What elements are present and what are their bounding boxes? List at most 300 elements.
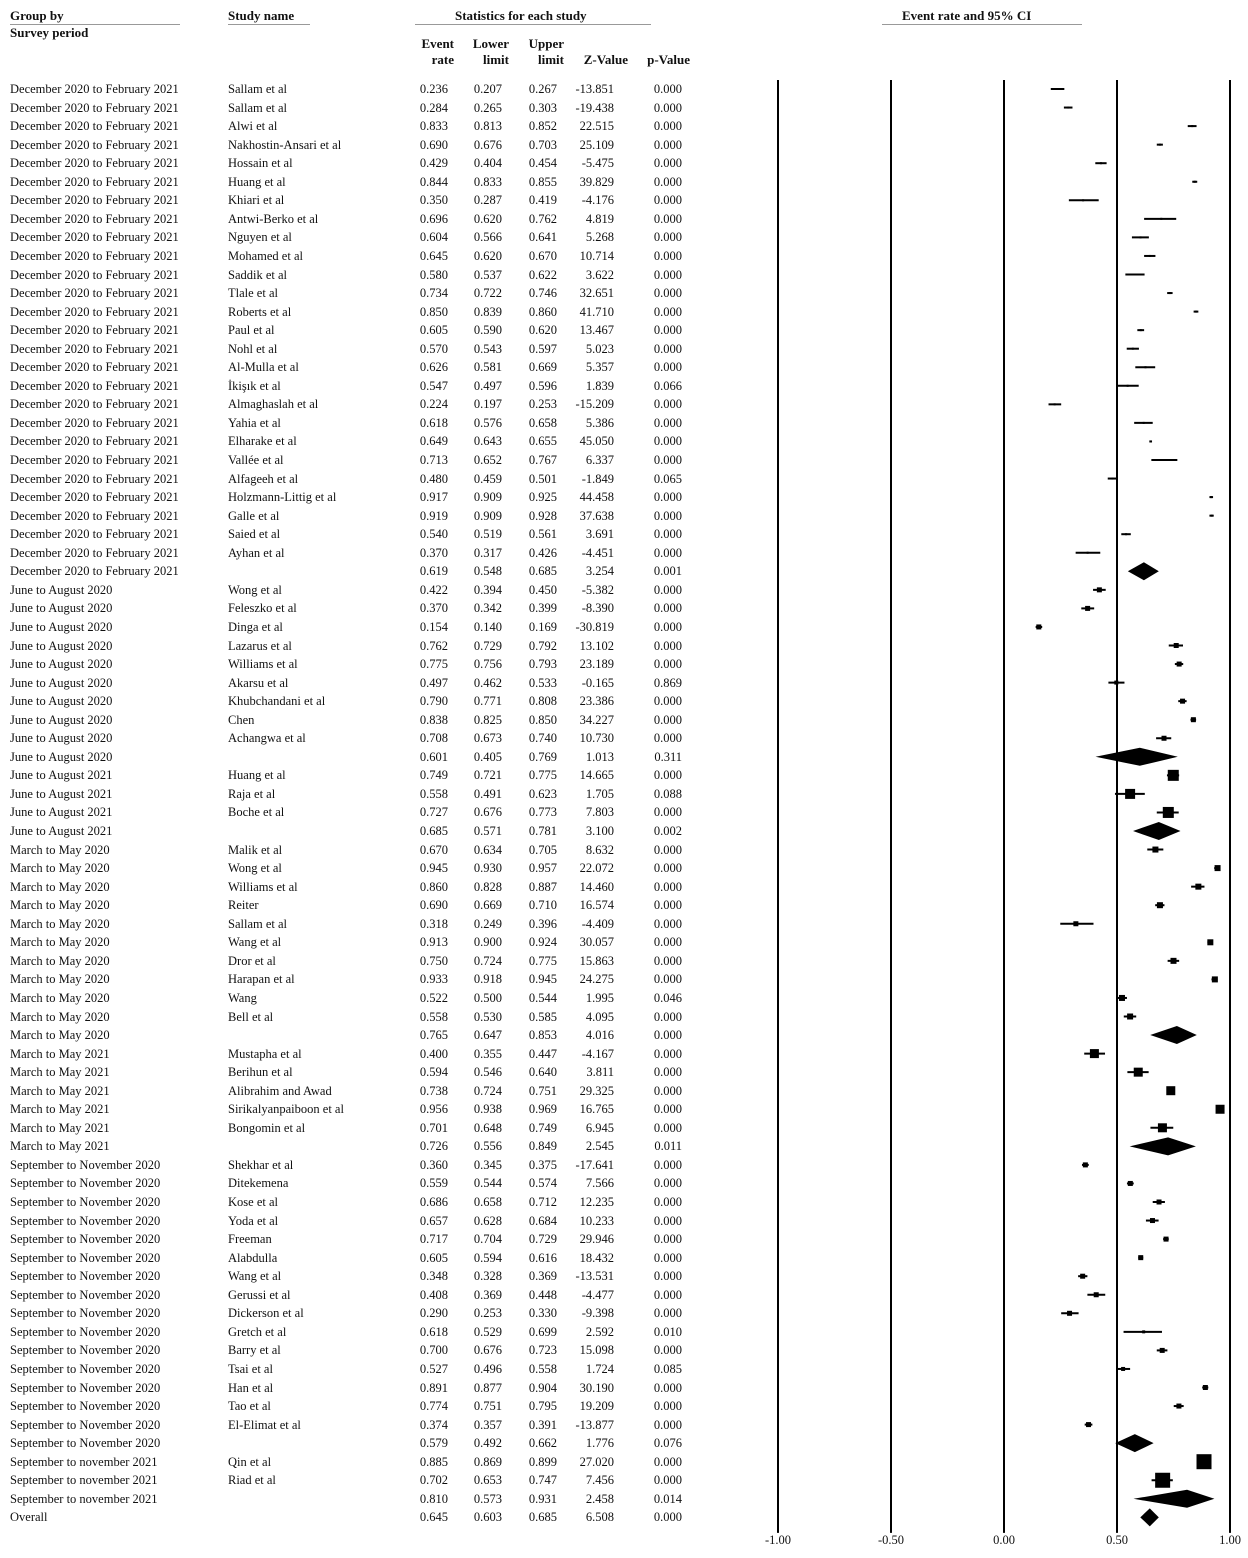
row-p: 0.000	[653, 100, 682, 115]
row-ll: 0.594	[473, 1250, 502, 1265]
row-er: 0.727	[419, 805, 448, 820]
row-group: June to August 2020	[10, 619, 113, 634]
row-study: Huang et al	[228, 174, 286, 189]
row-p: 0.000	[653, 1176, 682, 1191]
row-group: September to November 2020	[10, 1232, 161, 1247]
row-group: March to May 2020	[10, 879, 110, 894]
row-group: December 2020 to February 2021	[10, 508, 179, 523]
row-ll: 0.658	[473, 1195, 502, 1209]
row-p: 0.000	[653, 304, 682, 319]
row-ll: 0.345	[473, 1157, 502, 1172]
row-ul: 0.849	[528, 1139, 557, 1154]
row-z: 16.765	[579, 1102, 614, 1117]
summary-diamond	[1128, 562, 1159, 580]
row-p: 0.014	[653, 1491, 682, 1506]
row-er: 0.790	[419, 694, 448, 709]
row-ll: 0.643	[473, 434, 502, 449]
row-study: Roberts et al	[228, 304, 292, 319]
row-z: 22.072	[579, 861, 614, 876]
row-study: Sallam et al	[228, 82, 288, 96]
row-group: March to May 2020	[10, 916, 110, 931]
row-p: 0.000	[653, 935, 682, 950]
point-estimate-box	[1157, 1200, 1162, 1205]
row-er: 0.626	[419, 360, 448, 375]
row-ll: 0.590	[473, 323, 502, 338]
point-estimate-box	[1191, 125, 1193, 127]
row-p: 0.000	[653, 286, 682, 301]
row-group: December 2020 to February 2021	[10, 490, 179, 505]
row-p: 0.000	[653, 323, 682, 338]
row-study: Elharake et al	[228, 434, 297, 449]
row-er: 0.734	[419, 286, 448, 301]
row-p: 0.000	[653, 397, 682, 412]
row-ll: 0.828	[473, 879, 502, 894]
row-group: December 2020 to February 2021	[10, 360, 179, 375]
point-estimate-box	[1164, 459, 1166, 461]
row-group: September to November 2020	[10, 1176, 161, 1191]
row-ll: 0.877	[473, 1380, 502, 1395]
row-ul: 0.396	[528, 916, 557, 931]
row-er: 0.236	[419, 82, 448, 96]
row-ul: 0.781	[528, 824, 557, 838]
row-study: Yahia et al	[228, 415, 281, 430]
row-p: 0.000	[653, 1102, 682, 1117]
row-p: 0.000	[653, 916, 682, 931]
row-ul: 0.450	[528, 582, 557, 597]
row-ul: 0.855	[528, 174, 557, 189]
header-stats: Statistics for each study	[455, 8, 587, 23]
row-z: 6.337	[585, 453, 614, 467]
row-study: Berihun et al	[228, 1065, 293, 1080]
row-z: 1.724	[585, 1361, 614, 1376]
subheader-lower-limit-line2: limit	[483, 52, 509, 67]
row-p: 0.000	[653, 119, 682, 134]
row-ul: 0.931	[528, 1491, 557, 1506]
row-er: 0.649	[419, 434, 448, 449]
row-ll: 0.140	[473, 619, 502, 634]
row-study: Yoda et al	[228, 1213, 279, 1228]
summary-diamond	[1150, 1026, 1197, 1044]
tick-label: -0.50	[877, 1533, 905, 1547]
row-p: 0.311	[654, 749, 682, 764]
row-ll: 0.328	[473, 1269, 502, 1284]
row-ll: 0.548	[473, 564, 502, 579]
row-p: 0.000	[653, 1157, 682, 1172]
row-ll: 0.647	[473, 1028, 502, 1043]
row-group: September to November 2020	[10, 1361, 161, 1376]
subheader-lower-limit-line1: Lower	[472, 36, 509, 51]
row-z: 3.811	[586, 1065, 614, 1080]
row-er: 0.696	[419, 211, 448, 226]
row-study: Lazarus et al	[228, 638, 292, 653]
row-ll: 0.576	[473, 415, 502, 430]
row-ll: 0.369	[473, 1287, 502, 1302]
row-p: 0.000	[653, 601, 682, 616]
row-z: -4.167	[581, 1046, 614, 1061]
row-group: September to November 2020	[10, 1213, 161, 1228]
row-ll: 0.751	[473, 1399, 502, 1414]
row-ll: 0.556	[473, 1139, 502, 1154]
row-p: 0.000	[653, 1195, 682, 1209]
row-study: Raja et al	[228, 786, 276, 801]
row-ul: 0.710	[528, 898, 557, 913]
row-er: 0.284	[419, 100, 448, 115]
row-ll: 0.197	[473, 397, 502, 412]
point-estimate-box	[1169, 292, 1171, 294]
row-ul: 0.641	[528, 230, 557, 245]
row-study: Wong et al	[228, 861, 282, 876]
row-study: Akarsu et al	[228, 675, 289, 690]
row-study: İkişık et al	[228, 378, 281, 393]
summary-diamond	[1096, 748, 1178, 766]
row-p: 0.000	[653, 1232, 682, 1247]
row-ll: 0.405	[473, 749, 502, 764]
point-estimate-box	[1083, 1162, 1088, 1167]
row-ll: 0.404	[473, 156, 502, 171]
row-study: Shekhar et al	[228, 1157, 294, 1172]
row-group: September to november 2021	[10, 1454, 158, 1469]
row-er: 0.838	[419, 712, 448, 727]
row-z: 3.254	[585, 564, 614, 579]
row-er: 0.224	[419, 397, 448, 412]
row-z: 30.190	[579, 1380, 614, 1395]
row-p: 0.000	[653, 731, 682, 746]
row-ul: 0.729	[528, 1232, 557, 1247]
point-estimate-box	[1159, 144, 1161, 146]
point-estimate-box	[1094, 1292, 1099, 1297]
row-study: Kose et al	[228, 1195, 278, 1209]
row-p: 0.000	[653, 360, 682, 375]
row-group: September to November 2020	[10, 1399, 161, 1414]
row-p: 0.000	[653, 248, 682, 263]
row-er: 0.657	[419, 1213, 448, 1228]
row-z: 7.803	[585, 805, 614, 820]
row-ul: 0.561	[528, 527, 557, 542]
point-estimate-box	[1097, 587, 1102, 592]
point-estimate-box	[1195, 311, 1197, 313]
row-group: June to August 2020	[10, 675, 113, 690]
row-group: September to November 2020	[10, 1436, 161, 1451]
row-z: -4.176	[581, 193, 614, 208]
row-er: 0.762	[419, 638, 448, 653]
row-z: -13.877	[575, 1417, 614, 1432]
row-z: -1.849	[581, 471, 614, 486]
row-p: 0.088	[653, 786, 682, 801]
row-er: 0.618	[419, 1324, 448, 1339]
row-study: Holzmann-Littig et al	[228, 490, 337, 505]
row-study: Barry et al	[228, 1343, 281, 1358]
row-p: 0.000	[653, 545, 682, 560]
point-estimate-box	[1080, 1274, 1085, 1279]
row-er: 0.400	[419, 1046, 448, 1061]
row-ul: 0.699	[528, 1324, 557, 1339]
row-er: 0.917	[419, 490, 448, 505]
point-estimate-box	[1132, 348, 1134, 350]
row-z: 37.638	[579, 508, 614, 523]
row-study: Paul et al	[228, 323, 275, 338]
row-group: June to August 2020	[10, 582, 113, 597]
row-er: 0.360	[419, 1157, 448, 1172]
row-group: December 2020 to February 2021	[10, 341, 179, 356]
row-study: Wang et al	[228, 1269, 282, 1284]
row-er: 0.690	[419, 898, 448, 913]
point-estimate-box	[1215, 865, 1221, 871]
point-estimate-box	[1140, 236, 1142, 238]
row-study: Hossain et al	[228, 156, 293, 171]
row-p: 0.010	[653, 1324, 682, 1339]
row-ul: 0.767	[528, 453, 557, 467]
row-p: 0.000	[653, 1083, 682, 1098]
row-ul: 0.808	[528, 694, 557, 709]
row-z: 30.057	[579, 935, 614, 950]
row-study: Ditekemena	[228, 1176, 289, 1191]
header-group-by: Group by	[10, 8, 64, 23]
row-ll: 0.839	[473, 304, 502, 319]
row-z: 1.013	[585, 749, 614, 764]
row-group: December 2020 to February 2021	[10, 100, 179, 115]
point-estimate-box	[1128, 1181, 1133, 1186]
row-group: September to November 2020	[10, 1380, 161, 1395]
row-z: -4.477	[581, 1287, 614, 1302]
row-group: March to May 2020	[10, 842, 110, 857]
row-group: December 2020 to February 2021	[10, 323, 179, 338]
row-ul: 0.762	[528, 211, 557, 226]
summary-diamond	[1140, 1508, 1159, 1526]
row-ul: 0.747	[528, 1473, 557, 1488]
row-p: 0.000	[653, 490, 682, 505]
row-er: 0.579	[419, 1436, 448, 1451]
row-er: 0.348	[419, 1269, 448, 1284]
row-er: 0.618	[419, 415, 448, 430]
row-group: December 2020 to February 2021	[10, 378, 179, 393]
row-study: Gretch et al	[228, 1324, 287, 1339]
row-er: 0.749	[419, 768, 448, 783]
row-study: Dinga et al	[228, 619, 283, 634]
row-ul: 0.685	[528, 1510, 557, 1525]
point-estimate-box	[1056, 88, 1058, 90]
row-study: Khubchandani et al	[228, 694, 326, 709]
point-estimate-box	[1197, 1454, 1212, 1469]
row-ul: 0.303	[528, 100, 557, 115]
row-ul: 0.454	[528, 156, 557, 171]
point-estimate-box	[1125, 789, 1135, 799]
row-group: December 2020 to February 2021	[10, 248, 179, 263]
row-group: December 2020 to February 2021	[10, 119, 179, 134]
row-er: 0.945	[419, 861, 448, 876]
point-estimate-box	[1211, 515, 1213, 517]
point-estimate-box	[1203, 1385, 1208, 1390]
row-study: Feleszko et al	[228, 601, 297, 616]
row-ul: 0.769	[528, 749, 557, 764]
point-estimate-box	[1160, 1348, 1165, 1353]
row-er: 0.570	[419, 341, 448, 356]
row-ll: 0.869	[473, 1454, 502, 1469]
row-z: 23.386	[579, 694, 614, 709]
row-study: Khiari et al	[228, 193, 285, 208]
point-estimate-box	[1158, 1123, 1167, 1132]
summary-diamond	[1133, 1490, 1214, 1508]
row-er: 0.891	[419, 1380, 448, 1395]
row-ll: 0.265	[473, 100, 502, 115]
row-p: 0.000	[653, 1380, 682, 1395]
row-group: December 2020 to February 2021	[10, 82, 179, 96]
row-group: September to November 2020	[10, 1417, 161, 1432]
summary-diamond	[1133, 822, 1180, 840]
row-z: 4.819	[585, 211, 614, 226]
row-p: 0.000	[653, 879, 682, 894]
row-group: December 2020 to February 2021	[10, 230, 179, 245]
row-er: 0.765	[419, 1028, 448, 1043]
row-group: December 2020 to February 2021	[10, 471, 179, 486]
row-study: Dror et al	[228, 953, 276, 968]
row-ll: 0.918	[473, 972, 502, 987]
row-ll: 0.771	[473, 694, 502, 709]
point-estimate-box	[1121, 1367, 1125, 1371]
row-group: June to August 2020	[10, 712, 113, 727]
row-ll: 0.530	[473, 1009, 502, 1024]
row-ul: 0.705	[528, 842, 557, 857]
row-er: 0.750	[419, 953, 448, 968]
row-p: 0.000	[653, 805, 682, 820]
subheader-event-rate-line2: rate	[431, 52, 454, 67]
row-ul: 0.957	[528, 861, 557, 876]
row-ll: 0.317	[473, 545, 502, 560]
row-group: December 2020 to February 2021	[10, 193, 179, 208]
row-z: 12.235	[579, 1195, 614, 1209]
row-ll: 0.496	[473, 1361, 502, 1376]
row-group: December 2020 to February 2021	[10, 211, 179, 226]
summary-diamond	[1115, 1434, 1153, 1452]
point-estimate-box	[1177, 662, 1182, 667]
row-ul: 0.616	[528, 1250, 557, 1265]
row-ll: 0.729	[473, 638, 502, 653]
row-group: March to May 2021	[10, 1083, 110, 1098]
row-group: March to May 2020	[10, 1009, 110, 1024]
row-study: Nguyen et al	[228, 230, 292, 245]
row-ll: 0.628	[473, 1213, 502, 1228]
row-z: 3.691	[585, 527, 614, 542]
row-ul: 0.924	[528, 935, 557, 950]
row-ll: 0.930	[473, 861, 502, 876]
row-p: 0.000	[653, 1046, 682, 1061]
row-er: 0.726	[419, 1139, 448, 1154]
row-z: -4.409	[581, 916, 614, 931]
row-er: 0.701	[419, 1120, 448, 1135]
row-study: Antwi-Berko et al	[228, 211, 319, 226]
point-estimate-box	[1127, 385, 1129, 387]
row-group: June to August 2020	[10, 731, 113, 746]
row-group: March to May 2020	[10, 935, 110, 950]
row-ul: 0.853	[528, 1028, 557, 1043]
tick-label: 1.00	[1219, 1533, 1241, 1547]
row-p: 0.000	[653, 898, 682, 913]
row-group: September to November 2020	[10, 1306, 161, 1321]
row-study: Sallam et al	[228, 916, 288, 931]
row-p: 0.000	[653, 193, 682, 208]
row-ll: 0.253	[473, 1306, 502, 1321]
row-p: 0.000	[653, 1454, 682, 1469]
row-er: 0.370	[419, 601, 448, 616]
row-study: Alabdulla	[228, 1250, 278, 1265]
row-p: 0.000	[653, 972, 682, 987]
point-estimate-box	[1087, 552, 1089, 554]
header-survey-period: Survey period	[10, 25, 89, 40]
row-ll: 0.676	[473, 1343, 502, 1358]
row-group: December 2020 to February 2021	[10, 564, 179, 579]
row-p: 0.000	[653, 82, 682, 96]
row-ul: 0.558	[528, 1361, 557, 1376]
row-study: Han et al	[228, 1380, 274, 1395]
row-ul: 0.620	[528, 323, 557, 338]
row-z: 13.102	[579, 638, 614, 653]
row-er: 0.318	[419, 916, 448, 931]
point-estimate-box	[1085, 606, 1090, 611]
row-p: 0.000	[653, 657, 682, 672]
point-estimate-box	[1111, 478, 1113, 480]
row-z: -13.531	[575, 1269, 614, 1284]
row-ul: 0.703	[528, 137, 557, 152]
point-estimate-box	[1216, 1105, 1225, 1114]
row-z: 34.227	[579, 712, 614, 727]
point-estimate-box	[1207, 939, 1213, 945]
row-z: -13.851	[575, 82, 614, 96]
row-ul: 0.740	[528, 731, 557, 746]
row-ll: 0.704	[473, 1232, 502, 1247]
row-group: December 2020 to February 2021	[10, 156, 179, 171]
row-group: September to November 2020	[10, 1250, 161, 1265]
row-study: Tsai et al	[228, 1361, 273, 1376]
subheader-upper-limit-line1: Upper	[528, 36, 564, 51]
row-z: -30.819	[575, 619, 614, 634]
row-study: Sallam et al	[228, 100, 288, 115]
row-er: 0.717	[419, 1232, 448, 1247]
row-group: June to August 2020	[10, 657, 113, 672]
point-estimate-box	[1125, 533, 1127, 535]
row-ul: 0.544	[528, 990, 557, 1005]
row-group: December 2020 to February 2021	[10, 453, 179, 467]
row-p: 0.000	[653, 1473, 682, 1488]
row-ul: 0.793	[528, 657, 557, 672]
row-p: 0.000	[653, 156, 682, 171]
row-study: Saied et al	[228, 527, 281, 542]
point-estimate-box	[1164, 1237, 1169, 1242]
row-ul: 0.669	[528, 360, 557, 375]
point-estimate-box	[1180, 699, 1185, 704]
row-ll: 0.634	[473, 842, 502, 857]
row-ul: 0.860	[528, 304, 557, 319]
row-z: 1.995	[585, 990, 614, 1005]
row-z: -9.398	[581, 1306, 614, 1321]
header-study-name: Study name	[228, 8, 295, 23]
row-group: June to August 2020	[10, 749, 113, 764]
row-ll: 0.462	[473, 675, 502, 690]
row-group: December 2020 to February 2021	[10, 174, 179, 189]
row-group: March to May 2020	[10, 1028, 110, 1043]
row-z: 13.467	[579, 323, 614, 338]
row-ul: 0.574	[528, 1176, 557, 1191]
row-ul: 0.792	[528, 638, 557, 653]
row-group: September to November 2020	[10, 1324, 161, 1339]
row-er: 0.480	[419, 471, 448, 486]
row-z: 1.776	[585, 1436, 614, 1451]
row-p: 0.085	[653, 1361, 682, 1376]
row-p: 0.076	[653, 1436, 682, 1451]
row-group: December 2020 to February 2021	[10, 137, 179, 152]
row-er: 0.738	[419, 1083, 448, 1098]
row-er: 0.497	[419, 675, 448, 690]
row-z: 10.233	[579, 1213, 614, 1228]
row-ul: 0.596	[528, 378, 557, 393]
